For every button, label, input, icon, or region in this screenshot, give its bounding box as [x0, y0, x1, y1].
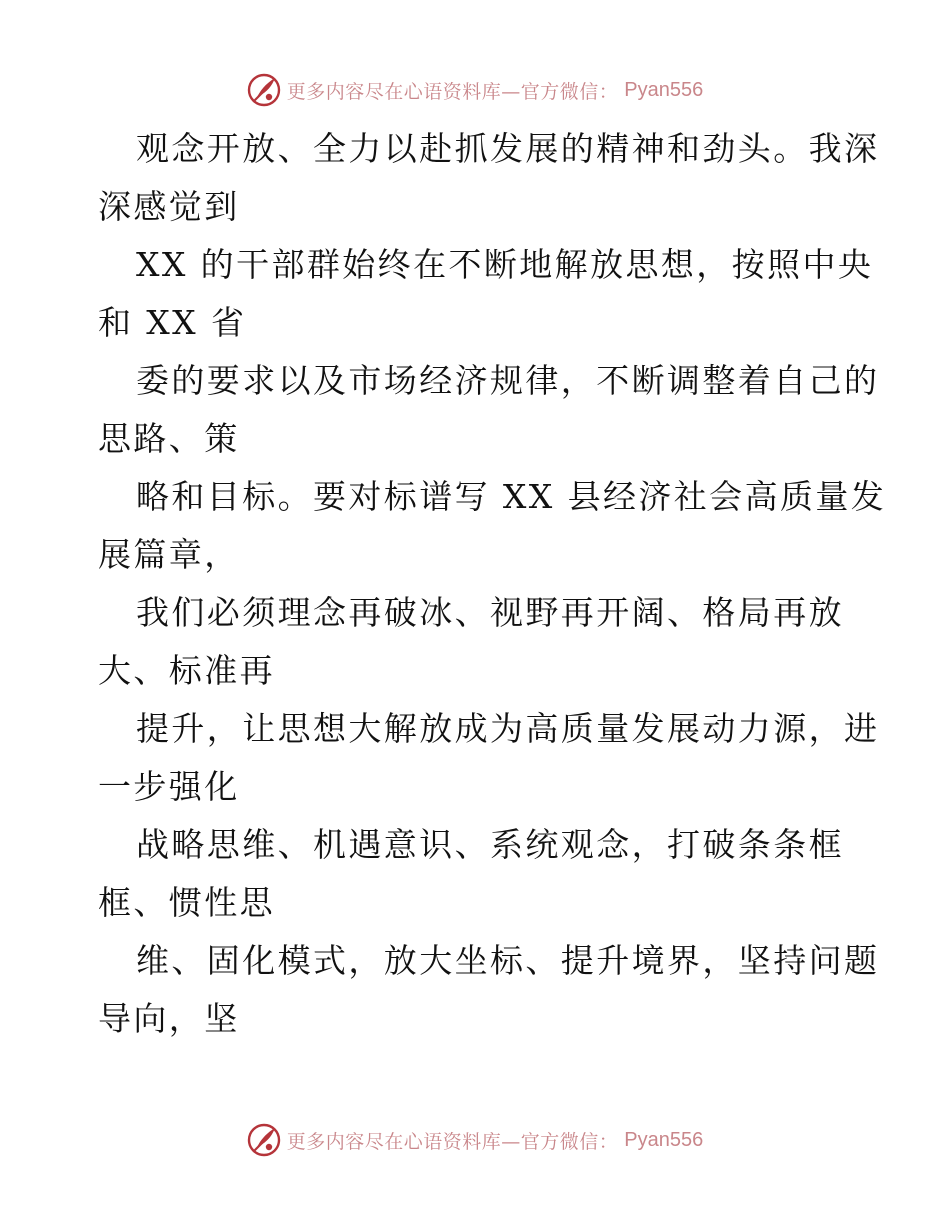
- text-line: XX 的干部群始终在不断地解放思想，按照中央: [136, 245, 874, 284]
- header-banner-text: 更多内容尽在心语资料库—官方微信：: [286, 80, 619, 103]
- footer-banner-wechat-id: Pyan556: [624, 1128, 704, 1151]
- text-line: 深感觉到: [98, 187, 240, 226]
- text-line: 观念开放、全力以赴抓发展的精神和劲头。我深: [136, 129, 880, 168]
- body-paragraph: [98, 120, 887, 1048]
- text-line: 一步强化: [98, 767, 240, 806]
- text-line: 和 XX 省: [98, 303, 247, 342]
- text-line: 大、标准再: [98, 651, 275, 690]
- text-line: 展篇章，: [98, 535, 240, 574]
- text-line: 战略思维、机遇意识、系统观念，打破条条框: [136, 825, 844, 864]
- feather-logo-icon: [247, 1123, 281, 1157]
- footer-watermark-banner: [0, 1120, 950, 1160]
- footer-banner-text: 更多内容尽在心语资料库—官方微信：: [286, 1130, 619, 1153]
- text-line: 提升，让思想大解放成为高质量发展动力源，进: [136, 709, 880, 748]
- header-banner-wechat-id: Pyan556: [624, 78, 704, 101]
- feather-logo-icon: [247, 73, 281, 107]
- text-line: 框、惯性思: [98, 883, 275, 922]
- text-line: 导向，坚: [98, 999, 240, 1038]
- text-line: 我们必须理念再破冰、视野再开阔、格局再放: [136, 593, 844, 632]
- text-line: 略和目标。要对标谱写 XX 县经济社会高质量发: [136, 477, 887, 516]
- header-watermark-banner: [0, 70, 950, 110]
- text-line: 维、固化模式，放大坐标、提升境界，坚持问题: [136, 941, 880, 980]
- text-line: 委的要求以及市场经济规律，不断调整着自己的: [136, 361, 880, 400]
- text-line: 思路、策: [98, 419, 240, 458]
